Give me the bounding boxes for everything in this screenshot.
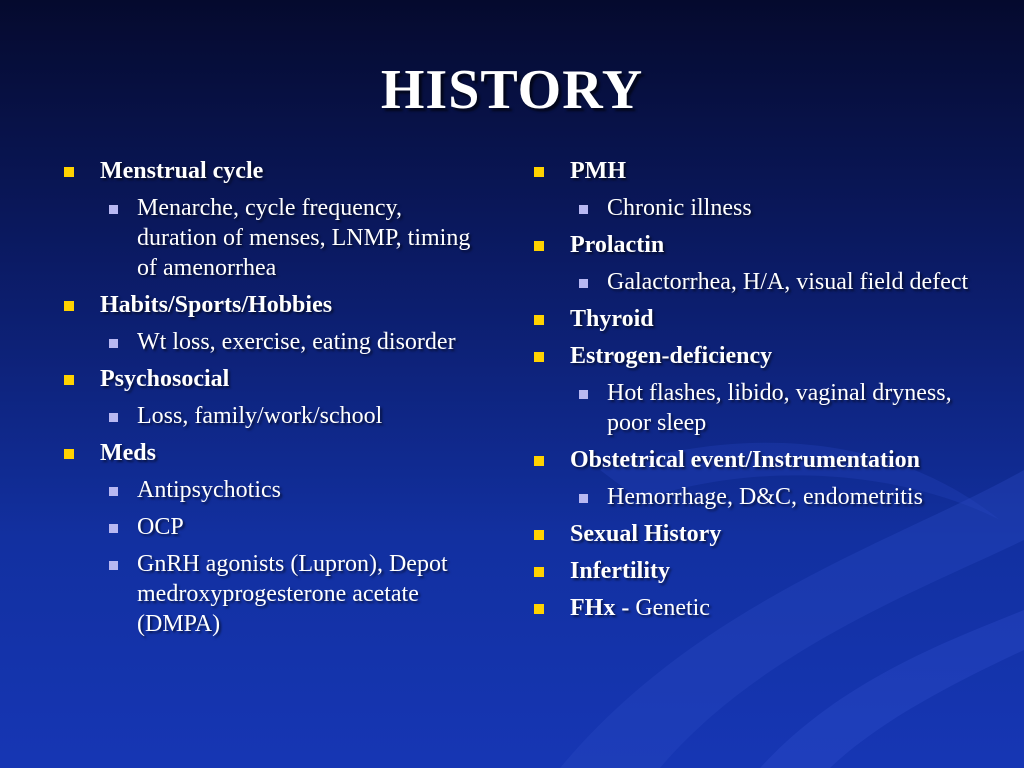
sub-bullet-marker (109, 524, 118, 533)
sub-bullet-text: GnRH agonists (Lupron), Depot medroxyprogesterone acetate (DMPA) (137, 551, 448, 637)
bullet-label: Sexual History (570, 521, 722, 547)
bullet-sexual-history (532, 519, 992, 549)
bullet-infertility (532, 556, 992, 586)
sub-bullet-text: Hemorrhage, D&C, endometritis (607, 484, 923, 510)
sub-bullet (577, 267, 992, 297)
bullet-fhx (532, 593, 992, 623)
bullet-marker (534, 315, 544, 325)
bullet-label: FHx - (570, 595, 636, 621)
sub-bullet-marker (579, 279, 588, 288)
bullet-label-rest: Genetic (635, 595, 710, 621)
bullet-marker (64, 375, 74, 385)
right-column (532, 156, 992, 630)
bullet-obstetrical-event (532, 445, 992, 475)
bullet-marker (534, 530, 544, 540)
sub-bullet (107, 401, 482, 431)
bullet-marker (534, 241, 544, 251)
left-bullet-list (62, 156, 482, 639)
bullet-label: PMH (570, 158, 626, 184)
bullet-label: Psychosocial (100, 366, 230, 392)
bullet-pmh (532, 156, 992, 186)
bullet-label: Thyroid (570, 306, 654, 332)
sub-bullet (107, 193, 482, 283)
sub-bullet-text: Menarche, cycle frequency, duration of menses, LNMP, timing of amenorrhea (137, 195, 471, 281)
sub-bullet-text: Antipsychotics (137, 477, 281, 503)
sub-bullet-marker (109, 561, 118, 570)
bullet-label: Menstrual cycle (100, 158, 264, 184)
bullet-marker (534, 604, 544, 614)
bullet-label: Habits/Sports/Hobbies (100, 292, 333, 318)
bullet-marker (534, 167, 544, 177)
bullet-label: Infertility (570, 558, 670, 584)
sub-bullet-marker (579, 494, 588, 503)
sub-bullet-text: Loss, family/work/school (137, 403, 383, 429)
bullet-meds (62, 438, 482, 468)
bullet-label: Prolactin (570, 232, 665, 258)
sub-bullet-marker (579, 205, 588, 214)
sub-bullet (107, 475, 482, 505)
slide-title: HISTORY (380, 59, 644, 121)
bullet-marker (64, 301, 74, 311)
bullet-thyroid (532, 304, 992, 334)
sub-bullet (107, 549, 482, 639)
bullet-label: Meds (100, 440, 156, 466)
sub-bullet-marker (109, 487, 118, 496)
sub-bullet-text: Galactorrhea, H/A, visual field defect (607, 269, 969, 295)
sub-bullet (107, 512, 482, 542)
sub-bullet-marker (579, 390, 588, 399)
sub-bullet (577, 378, 992, 438)
bullet-label: Estrogen-deficiency (570, 343, 773, 369)
right-bullet-list (532, 156, 992, 623)
sub-bullet (577, 482, 992, 512)
sub-bullet-marker (109, 205, 118, 214)
bullet-menstrual-cycle (62, 156, 482, 186)
sub-bullet-marker (109, 339, 118, 348)
sub-bullet (107, 327, 482, 357)
bullet-habits (62, 290, 482, 320)
sub-bullet-text: Wt loss, exercise, eating disorder (137, 329, 456, 355)
sub-bullet-marker (109, 413, 118, 422)
bullet-prolactin (532, 230, 992, 260)
left-column (62, 156, 482, 646)
sub-bullet (577, 193, 992, 223)
sub-bullet-text: Hot flashes, libido, vaginal dryness, poor sleep (607, 380, 952, 436)
bullet-marker (64, 167, 74, 177)
sub-bullet-text: Chronic illness (607, 195, 752, 221)
bullet-marker (534, 352, 544, 362)
bullet-marker (64, 449, 74, 459)
bullet-marker (534, 567, 544, 577)
bullet-label: Obstetrical event/Instrumentation (570, 447, 920, 473)
bullet-marker (534, 456, 544, 466)
sub-bullet-text: OCP (137, 514, 184, 540)
bullet-estrogen-deficiency (532, 341, 992, 371)
bullet-psychosocial (62, 364, 482, 394)
